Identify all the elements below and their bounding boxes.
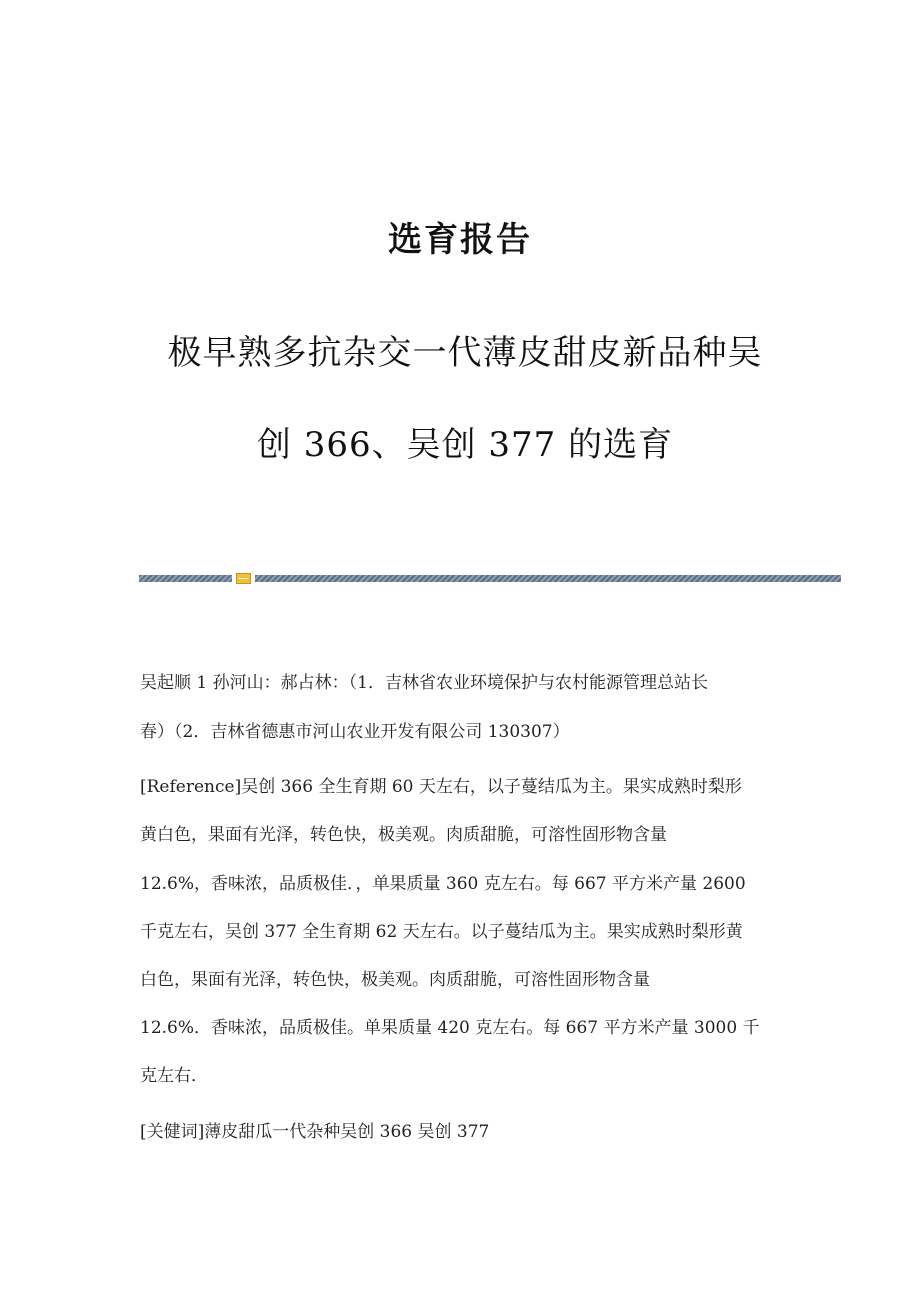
divider-bar-right xyxy=(255,575,841,582)
divider-bar-left xyxy=(139,575,232,582)
article-title-line-1: 极早熟多抗杂交一代薄皮甜皮新品种吴 xyxy=(167,333,763,373)
keywords: [关健词]薄皮甜瓜一代杂种吴创 366 吴创 377 xyxy=(140,1122,490,1142)
abstract-line-6: 12.6%．香味浓，品质极佳。单果质量 420 克左右。每 667 平方米产量 3000 千 xyxy=(140,1018,760,1038)
divider-ornament-icon xyxy=(236,573,251,584)
abstract-line-4: 千克左右，吴创 377 全生育期 62 天左右。以子蔓结瓜为主。果实成熟时梨形黄 xyxy=(140,922,743,942)
abstract-line-2: 黄白色，果面有光泽，转色快，极美观。肉质甜脆，可溶性固形物含量 xyxy=(140,825,667,845)
abstract-line-5: 白色，果面有光泽，转色快，极美观。肉质甜脆，可溶性固形物含量 xyxy=(140,970,650,990)
report-title: 选育报告 xyxy=(388,220,532,260)
abstract-line-3: 12.6%，香味浓，品质极佳．，单果质量 360 克左右。每 667 平方米产量 2600 xyxy=(140,874,746,894)
article-title-line-2: 创 366、吴创 377 的选育 xyxy=(256,425,674,465)
abstract-line-7: 克左右． xyxy=(140,1066,208,1086)
section-divider xyxy=(139,573,841,583)
abstract-line-1: [Reference]吴创 366 全生育期 60 天左右，以子蔓结瓜为主。果实成熟时梨形 xyxy=(140,777,742,797)
authors-line-1: 吴起顺 1 孙河山：郝占林：（1．吉林省农业环境保护与农村能源管理总站长 xyxy=(140,673,708,693)
authors-line-2: 春）（2．吉林省德惠市河山农业开发有限公司 130307） xyxy=(140,722,570,742)
